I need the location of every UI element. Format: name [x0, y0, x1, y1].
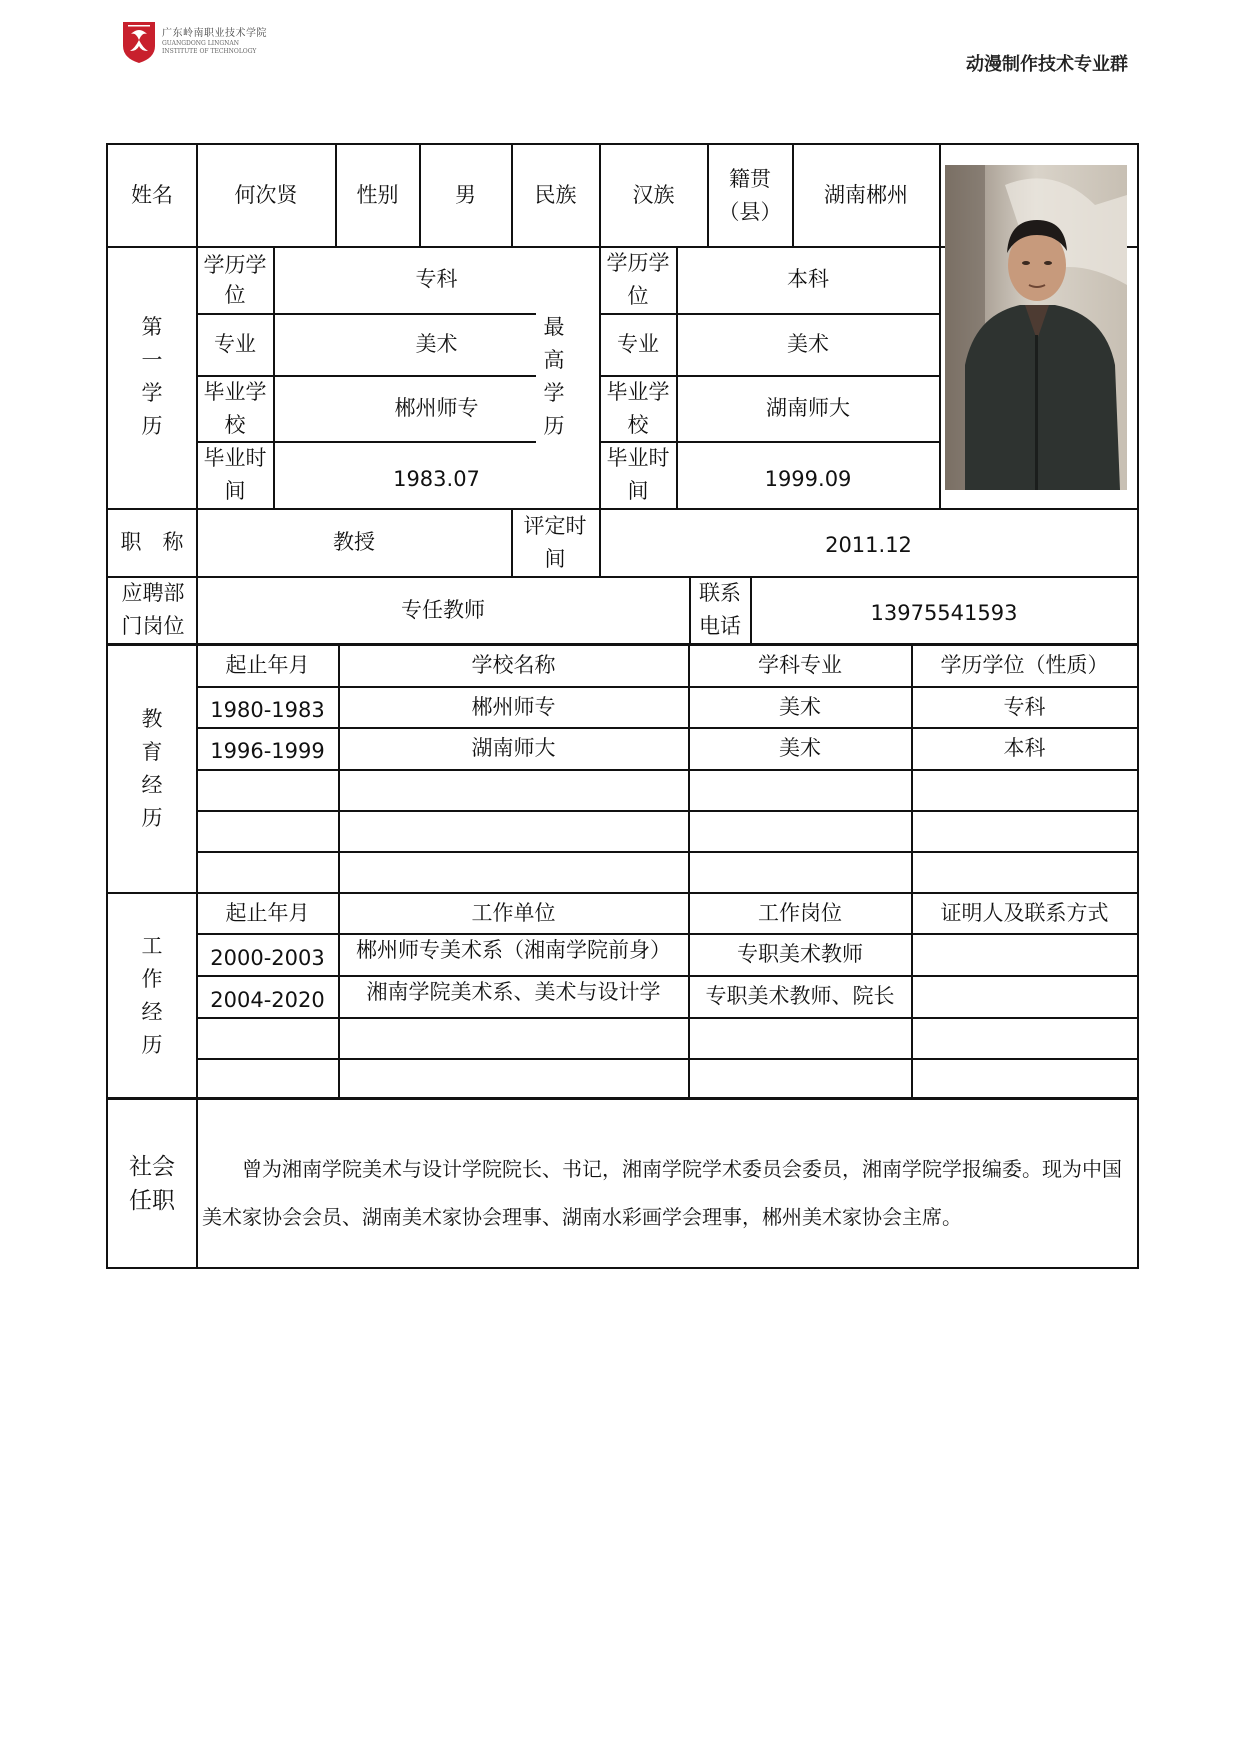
- highest-edu-side-label: 最高学历: [543, 315, 565, 438]
- work-history-side-label: 工作经历: [141, 933, 163, 1057]
- resume-form: [106, 143, 1139, 1269]
- first-degree-label: 学历学位: [203, 252, 267, 307]
- work-row-2-unit: 湘南学院美术系、美术与设计学: [366, 980, 661, 1004]
- school-logo: [122, 20, 267, 64]
- first-degree-value: 专科: [415, 267, 458, 291]
- edu-row-1-major: 美术: [779, 694, 821, 719]
- native-label-line-1: 籍贯: [729, 166, 771, 191]
- eval-time-value: 2011.12: [825, 533, 912, 557]
- work-row-2-reference: [912, 976, 1137, 1017]
- edu-row-1-degree: 专科: [1003, 694, 1046, 719]
- edu-row-1-school: 郴州师专: [471, 694, 556, 719]
- phone-value: 13975541593: [870, 600, 1018, 625]
- native-label-line-2: （县）: [718, 199, 782, 224]
- edu-header-degree: 学历学位（性质）: [940, 653, 1109, 677]
- group-title: 动漫制作技术专业群: [966, 54, 1128, 75]
- social-text: 曾为湘南学院美术与设计学院院长、书记，湘南学院学术委员会委员，湘南学院学报编委。现为中国美术家协会会员、湖南美术家协会理事、湖南水彩画学会理事，郴州美术家协会主席。: [202, 1157, 1122, 1229]
- edu-row-2-major: 美术: [779, 736, 821, 760]
- edu-row-1-period: 1980-1983: [210, 697, 325, 722]
- ethnic-value: 汉族: [632, 183, 675, 207]
- title-label: 职 称: [120, 530, 184, 554]
- first-school-label: 毕业学校: [203, 379, 267, 437]
- work-header-position: 工作岗位: [758, 901, 842, 925]
- work-row-1-period: 2000-2003: [210, 946, 325, 970]
- edu-row-2-period: 1996-1999: [210, 739, 325, 763]
- highest-time-label: 毕业时间: [606, 446, 670, 503]
- school-emblem-icon: [122, 20, 156, 64]
- highest-degree-value: 本科: [787, 267, 829, 291]
- highest-school-value: 湖南师大: [766, 396, 850, 420]
- first-school-value: 郴州师专: [394, 396, 479, 420]
- edu-row-2-degree: 本科: [1003, 736, 1046, 760]
- work-header-unit: 工作单位: [471, 901, 556, 925]
- name-label: 姓名: [131, 183, 173, 207]
- highest-major-label: 专业: [617, 332, 659, 356]
- ethnic-label: 民族: [534, 183, 577, 207]
- social-label: 社会任职: [129, 1153, 175, 1214]
- title-value: 教授: [333, 530, 375, 554]
- work-row-2-position: 专职美术教师、院长: [705, 984, 895, 1008]
- dept-label: 应聘部门岗位: [121, 581, 185, 638]
- edu-header-period: 起止年月: [225, 653, 310, 677]
- profile-photo: [945, 165, 1127, 490]
- work-row-2-period: 2004-2020: [210, 988, 325, 1012]
- first-major-value: 美术: [415, 332, 458, 356]
- name-value: 何次贤: [234, 183, 298, 207]
- highest-school-label: 毕业学校: [606, 379, 670, 437]
- first-major-label: 专业: [214, 332, 256, 356]
- first-edu-side-label: 第一学历: [141, 315, 163, 438]
- highest-degree-label: 学历学位: [606, 250, 670, 308]
- highest-time-value: 1999.09: [764, 466, 852, 491]
- work-row-1-unit: 郴州师专美术系（湘南学院前身）: [356, 938, 671, 962]
- edu-header-school: 学校名称: [471, 653, 556, 677]
- school-name-en-2: INSTITUTE OF TECHNOLOGY: [162, 48, 257, 55]
- highest-major-value: 美术: [787, 332, 829, 356]
- school-name-en-1: GUANGDONG LINGNAN: [162, 40, 239, 47]
- work-row-1-position: 专职美术教师: [737, 942, 863, 966]
- dept-value: 专任教师: [401, 597, 485, 622]
- work-header-period: 起止年月: [225, 901, 310, 925]
- edu-row-2-school: 湖南师大: [471, 736, 556, 760]
- native-value: 湖南郴州: [824, 183, 908, 207]
- gender-label: 性别: [356, 183, 399, 207]
- edu-history-side-label: 教育经历: [141, 706, 163, 830]
- native-label: [708, 145, 792, 246]
- first-time-label: 毕业时间: [203, 446, 267, 503]
- eval-time-label: 评定时间: [523, 513, 587, 571]
- school-name: 广东岭南职业技术学院: [162, 28, 267, 39]
- edu-header-major: 学科专业: [758, 653, 842, 677]
- work-row-1-reference: [912, 934, 1137, 975]
- gender-value: 男: [455, 183, 476, 207]
- phone-label: 联系电话: [699, 581, 741, 638]
- first-time-value: 1983.07: [393, 466, 480, 491]
- work-header-reference: 证明人及联系方式: [940, 901, 1109, 925]
